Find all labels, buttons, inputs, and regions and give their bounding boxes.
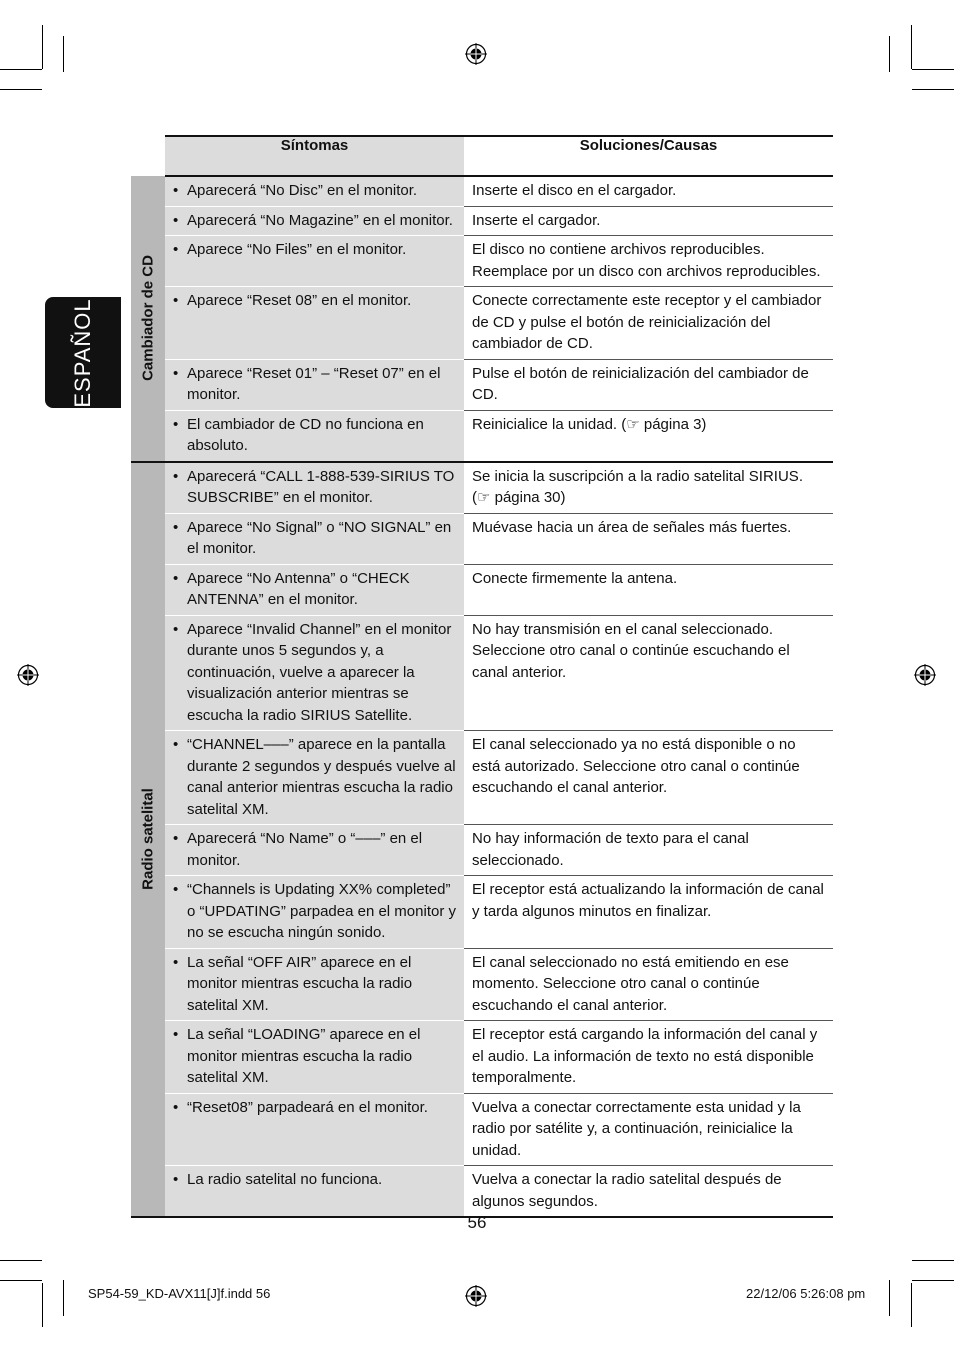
symptom-text: “Reset08” parpadeará en el monitor. <box>187 1098 428 1116</box>
language-tab <box>45 297 121 408</box>
bullet-icon: • <box>173 1098 179 1116</box>
registration-mark-icon <box>17 664 39 686</box>
symptom-cell <box>165 948 464 1021</box>
table-row <box>131 176 833 206</box>
symptom-text: La radio satelital no funciona. <box>187 1171 383 1188</box>
table-row <box>131 359 833 410</box>
symptom-cell <box>165 206 464 236</box>
solution-cell: El canal seleccionado no está emitiendo en ese momento. Seleccione otro canal o continúe escuchando el canal anterior. <box>464 948 833 1021</box>
symptom-cell <box>165 1021 464 1094</box>
table-row <box>131 462 833 514</box>
table-row <box>131 410 833 462</box>
column-header-solutions: Soluciones/Causas <box>464 136 833 176</box>
bullet-icon: • <box>173 292 179 309</box>
solution-cell: El receptor está cargando la información del canal y el audio. La información de texto no está disponible temporalmente. <box>464 1021 833 1094</box>
symptom-text: “Channels is Updating XX% completed” o “UPDATING” parpadea en el monitor y no se escucha ningún sonido. <box>187 881 456 941</box>
solution-cell: Reinicialice la unidad. (☞ página 3) <box>464 410 833 462</box>
bullet-icon: • <box>173 518 179 536</box>
solution-cell: No hay información de texto para el canal seleccionado. <box>464 825 833 876</box>
crop-mark <box>0 1280 42 1281</box>
solution-cell: Vuelva a conectar correctamente esta unidad y la radio por satélite y, a continuación, reinicialice la unidad. <box>464 1093 833 1166</box>
section-label: Radio satelital <box>139 788 157 891</box>
solution-cell: Conecte correctamente este receptor y el cambiador de CD y pulse el botón de reinicialización del cambiador de CD. <box>464 287 833 360</box>
symptom-cell <box>165 825 464 876</box>
symptom-cell <box>165 462 464 514</box>
symptom-text: Aparecerá “No Magazine” en el monitor. <box>187 211 453 229</box>
crop-mark <box>42 1283 43 1327</box>
symptom-text: El cambiador de CD no funciona en absoluto. <box>187 415 424 454</box>
symptom-text: La señal “OFF AIR” aparece en el monitor mientras escucha la radio satelital XM. <box>187 953 413 1014</box>
symptom-text: Aparece “Invalid Channel” en el monitor durante unos 5 segundos y, a continuación, vuelve a aparecer la visualización anterior mientras se escucha la radio SIRIUS Satellite. <box>187 620 452 724</box>
bullet-icon: • <box>173 953 179 971</box>
solution-cell: El disco no contiene archivos reproducibles. Reemplace por un disco con archivos reproducibles. <box>464 236 833 287</box>
table-row <box>131 876 833 949</box>
symptom-cell <box>165 287 464 360</box>
table-row <box>131 564 833 615</box>
table-row <box>131 287 833 360</box>
symptom-text: Aparece “Reset 08” en el monitor. <box>187 292 412 309</box>
section-label-cell <box>131 176 165 462</box>
crop-mark <box>912 1260 954 1261</box>
symptom-cell <box>165 176 464 206</box>
symptom-cell <box>165 731 464 825</box>
crop-mark <box>912 69 954 70</box>
symptom-cell <box>165 876 464 949</box>
table-row <box>131 513 833 564</box>
symptom-cell <box>165 236 464 287</box>
crop-mark <box>912 89 954 90</box>
table-row <box>131 236 833 287</box>
crop-mark <box>63 36 64 72</box>
table-row <box>131 1093 833 1166</box>
solution-cell: Inserte el cargador. <box>464 206 833 236</box>
symptom-text: Aparecerá “No Name” o “–––” en el monitor. <box>187 830 423 869</box>
solution-cell: El canal seleccionado ya no está disponible o no está autorizado. Seleccione otro canal o continúe escuchando el canal anterior. <box>464 731 833 825</box>
table-row <box>131 615 833 731</box>
language-tab-label: ESPAÑOL <box>70 297 95 408</box>
crop-mark <box>911 1283 912 1327</box>
solution-cell: Conecte firmemente la antena. <box>464 564 833 615</box>
symptom-text: Aparece “Reset 01” – “Reset 07” en el monitor. <box>187 364 441 403</box>
table-header-row <box>131 136 833 176</box>
symptom-cell <box>165 359 464 410</box>
bullet-icon: • <box>173 1026 179 1043</box>
bullet-icon: • <box>173 415 179 433</box>
symptom-cell <box>165 1093 464 1166</box>
symptom-cell <box>165 1166 464 1218</box>
symptom-text: Aparece “No Files” en el monitor. <box>187 241 407 258</box>
bullet-icon: • <box>173 211 179 229</box>
column-header-symptoms: Síntomas <box>165 136 464 176</box>
symptom-cell <box>165 410 464 462</box>
bullet-icon: • <box>173 830 179 847</box>
symptom-text: La señal “LOADING” aparece en el monitor mientras escucha la radio satelital XM. <box>187 1026 421 1086</box>
bullet-icon: • <box>173 241 179 258</box>
crop-mark <box>0 1260 42 1261</box>
table-row <box>131 948 833 1021</box>
symptom-text: Aparece “No Signal” o “NO SIGNAL” en el monitor. <box>187 518 452 557</box>
bullet-icon: • <box>173 364 179 382</box>
symptom-text: Aparece “No Antenna” o “CHECK ANTENNA” en el monitor. <box>187 569 410 608</box>
footer-timestamp: 22/12/06 5:26:08 pm <box>746 1286 866 1301</box>
page-number: 56 <box>467 1213 487 1232</box>
crop-mark <box>889 36 890 72</box>
crop-mark <box>911 25 912 69</box>
section-label: Cambiador de CD <box>139 255 157 382</box>
solution-cell: Pulse el botón de reinicialización del cambiador de CD. <box>464 359 833 410</box>
symptom-text: “CHANNEL–––” aparece en la pantalla durante 2 segundos y después vuelve al canal anterior mientras escucha la radio satelital XM. <box>187 736 456 818</box>
table-row <box>131 1166 833 1218</box>
bullet-icon: • <box>173 467 179 485</box>
symptom-text: Aparecerá “No Disc” en el monitor. <box>187 182 418 199</box>
table-row <box>131 825 833 876</box>
footer-file-name: SP54-59_KD-AVX11[J]f.indd 56 <box>88 1286 271 1301</box>
registration-mark-icon <box>914 664 936 686</box>
solution-cell: No hay transmisión en el canal seleccionado. Seleccione otro canal o continúe escuchando el canal anterior. <box>464 615 833 731</box>
registration-mark-icon <box>465 43 487 65</box>
bullet-icon: • <box>173 182 179 199</box>
symptom-text: Aparecerá “CALL 1-888-539-SIRIUS TO SUBSCRIBE” en el monitor. <box>187 467 455 506</box>
symptom-cell <box>165 513 464 564</box>
crop-mark <box>0 69 42 70</box>
crop-mark <box>912 1280 954 1281</box>
solution-cell: El receptor está actualizando la información de canal y tarda algunos minutos en finalizar. <box>464 876 833 949</box>
bullet-icon: • <box>173 569 179 587</box>
crop-mark <box>63 1280 64 1316</box>
bullet-icon: • <box>173 881 179 898</box>
crop-mark <box>42 25 43 69</box>
symptom-cell <box>165 615 464 731</box>
solution-cell: Inserte el disco en el cargador. <box>464 176 833 206</box>
bullet-icon: • <box>173 1171 179 1188</box>
table-row <box>131 731 833 825</box>
solution-cell: Muévase hacia un área de señales más fuertes. <box>464 513 833 564</box>
crop-mark <box>0 89 42 90</box>
crop-mark <box>889 1280 890 1316</box>
table-row <box>131 206 833 236</box>
solution-cell: Se inicia la suscripción a la radio satelital SIRIUS. (☞ página 30) <box>464 462 833 514</box>
table-body <box>131 176 833 1217</box>
registration-mark-icon <box>465 1285 487 1307</box>
troubleshooting-table <box>131 135 833 1218</box>
bullet-icon: • <box>173 736 179 753</box>
solution-cell: Vuelva a conectar la radio satelital después de algunos segundos. <box>464 1166 833 1218</box>
symptom-cell <box>165 564 464 615</box>
bullet-icon: • <box>173 620 179 638</box>
section-label-cell <box>131 462 165 1218</box>
table-row <box>131 1021 833 1094</box>
